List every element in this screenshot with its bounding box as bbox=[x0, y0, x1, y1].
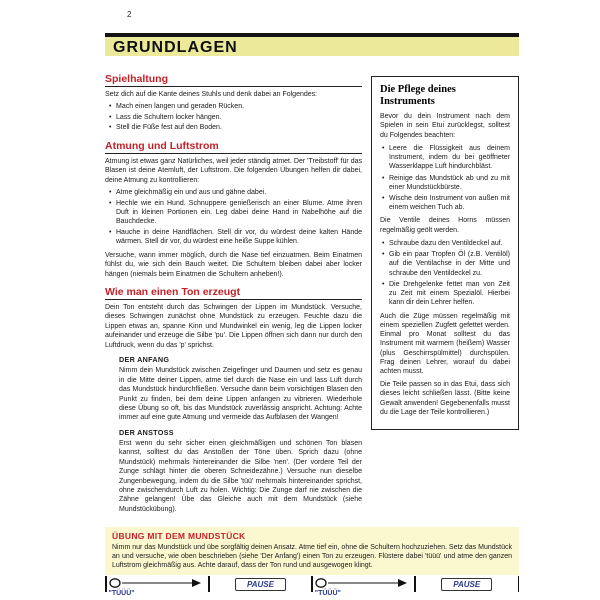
sidebar-intro: Bevor du dein Instrument nach dem Spielen in sein Etui zurücklegst, solltest du Folgendes beachten: bbox=[380, 113, 510, 139]
section-title-atmung: Atmung und Luftstrom bbox=[105, 140, 362, 154]
bullet-item: • Die Drehgelenke fettet man von Zeit zu Zeit mit einem Spezialöl. Hierbei kann dir dein Lehrer helfen. bbox=[389, 280, 510, 308]
atmung-intro: Atmung ist etwas ganz Natürliches, weil jeder ständig atmet. Der 'Treibstoff' für das Blasen ist deine Atemluft, der Luftstrom. Die folgenden Übungen helfen dir dabei, deine Atmung zu kontrollieren: bbox=[105, 157, 362, 184]
sidebar-slides-text: Auch die Züge müssen regelmäßig mit einem speziellen Zugfett gefettet werden. Einmal pro Monat solltest du das Instrument mit warmem (heißem) Wasser (plus Geschirrspülmittel) durchspülen. Frag deinen Lehrer, worauf du dabei achten musst. bbox=[380, 312, 510, 375]
chapter-title: GRUNDLAGEN bbox=[113, 39, 238, 56]
mouthpiece-exercise-notation bbox=[105, 574, 519, 600]
atmung-bullet-list bbox=[105, 188, 362, 247]
notation-measure-note-1 bbox=[107, 574, 209, 597]
care-sidebar-box bbox=[371, 76, 519, 430]
notation-measure-pause-1 bbox=[210, 574, 312, 591]
bullet-item: • Mach einen langen und geraden Rücken. bbox=[116, 102, 362, 111]
section-atmung bbox=[105, 140, 362, 279]
bullet-item: • Stell die Füße fest auf den Boden. bbox=[116, 123, 362, 132]
ton-intro: Dein Ton entsteht durch das Schwingen der Lippen im Mundstück. Versuche, dieses Schwingen zunächst ohne Mundstück zu erzeugen. Feuchte dazu die Lippen etwas an, spanne Kinn und Mundwinkel ein wenig, leg die Lippen locker aufeinander und erzeuge die Silbe 'pu'. Die Lippen öffnen sich dann nur durch den Luftdruck, wenn du das 'p' sprichst. bbox=[105, 304, 362, 349]
subheading-der-anstoss: DER ANSTOSS bbox=[119, 427, 174, 437]
whole-note-arrow-icon bbox=[313, 576, 409, 590]
der-anfang-text: Nimm dein Mundstück zwischen Zeigefinger und Daumen und setz es genau in die Mitte deiner Lippen, atme tief durch die Nase ein und lass Luft durch das Mundstück hindurchfließen. Versuche dann beim vorsichtigen Blasen den Punkt zu finden, bei dem deine Lippen anfangen zu vibrieren. Wiederhole diese Übung so oft, bis das Mundstück zuverlässig anspricht. Achtung: Achte immer auf eine gute Atmung und vermeide das Aufblasen der Wangen! bbox=[119, 367, 362, 422]
bullet-item: • Reinige das Mundstück ab und zu mit einer Mundstückbürste. bbox=[389, 174, 510, 192]
bullet-item: • Gib ein paar Tropfen Öl (z.B. Ventilöl) auf die Ventilachse in der Mitte und schraube den Ventildeckel zu. bbox=[389, 250, 510, 278]
whole-note-arrow-icon bbox=[107, 576, 203, 590]
bullet-item: • Wische dein Instrument von außen mit einem weichen Tuch ab. bbox=[389, 194, 510, 212]
section-title-tonerzeugung: Wie man einen Ton erzeugt bbox=[105, 286, 362, 300]
sidebar-bullet-list-2 bbox=[380, 239, 510, 308]
exercise-section bbox=[105, 527, 519, 575]
subheading-der-anfang: DER ANFANG bbox=[119, 355, 170, 365]
bullet-item: • Hechle wie ein Hund. Schnuppere genießerisch an einer Blume. Atme ihren Duft in kleinen Portionen ein. Leg dabei deine Hand in Nabelhöhe auf die Bauchdecke. bbox=[116, 199, 362, 227]
notation-measure-note-2 bbox=[313, 574, 415, 597]
spielhaltung-intro: Setz dich auf die Kante deines Stuhls und denk dabei an Folgendes: bbox=[105, 91, 318, 98]
section-title-spielhaltung: Spielhaltung bbox=[105, 73, 362, 87]
bullet-item: • Hauche in deine Handflächen. Stell dir vor, du würdest deine kalten Hände wärmen. Stell dir vor, du würdest eine heiße Suppe kühlen. bbox=[116, 228, 362, 247]
spielhaltung-bullet-list bbox=[105, 102, 362, 132]
barline-icon bbox=[518, 576, 520, 592]
bullet-item: • Leere die Flüssigkeit aus deinem Instrument, indem du bei geöffneter Wasserklappe Luft hindurchbläst. bbox=[389, 144, 510, 172]
bullet-item: • Atme gleichmäßig ein und aus und gähne dabei. bbox=[116, 188, 362, 197]
bullet-item: • Lass die Schultern locker hängen. bbox=[116, 113, 362, 122]
exercise-text: Nimm nur das Mundstück und übe sorgfältig deinen Ansatz. Atme tief ein, ohne die Schultern hochzuziehen. Setz das Mundstück an und versuche, wie oben beschrieben (siehe 'Der Anfang') einen Ton zu erzeugen. Flüstere dabei 'tüüü' und atme den ganzen Luftstrom gleichmäßig aus. Achte darauf, dass der Ton rund und ausgewogen klingt. bbox=[112, 544, 512, 570]
tuuu-label: "TÜÜÜ" bbox=[108, 590, 135, 597]
page-number: 2 bbox=[127, 10, 132, 19]
tuuu-label: "TÜÜÜ" bbox=[314, 590, 341, 597]
notation-measure-pause-2 bbox=[416, 574, 518, 591]
chapter-banner bbox=[105, 33, 519, 56]
sidebar-title: Die Pflege deines Instruments bbox=[380, 84, 456, 108]
sidebar-valves-text: Die Ventile deines Horns müssen regelmäßig geölt werden. bbox=[380, 217, 510, 234]
main-column bbox=[105, 66, 362, 517]
der-anstoss-text: Erst wenn du sehr sicher einen gleichmäßigen und schönen Ton blasen kannst, solltest du das Anstoßen der Töne üben. Sprich dazu (ohne Mundstück) mehrmals hintereinander die Silbe 'nen'. (Der vordere Teil der Zunge schlägt hinter die oberen Schneidezähne.) Versuche nun dieselbe Zungenbewegung, indem du die Silbe 'tüü' mehrmals hintereinander sprichst, ohne zwischendurch Luft zu holen. Wichtig: Die Zunge darf nie zwischen die Zähne gelangen! Übe das Gleiche auch mit dem Mundstück (siehe Mundstückübung). bbox=[119, 439, 362, 513]
section-spielhaltung bbox=[105, 73, 362, 133]
sidebar-bullet-list-1 bbox=[380, 144, 510, 213]
sidebar-case-text: Die Teile passen so in das Etui, dass sich dieses leicht schließen lässt. (Bitte keine Gewalt anwenden! Gegebenenfalls musst du die Lage der Teile kontrollieren.) bbox=[380, 381, 510, 416]
pause-label: PAUSE bbox=[235, 578, 286, 591]
exercise-title: ÜBUNG MIT DEM MUNDSTÜCK bbox=[112, 531, 246, 541]
bullet-item: • Schraube dazu den Ventildeckel auf. bbox=[389, 239, 510, 248]
atmung-outro: Versuche, wann immer möglich, durch die Nase tief einzuatmen. Beim Einatmen fühlst du, wie sich dein Bauch weitet. Die Schultern bleiben dabei aber locker hängen (niemals beim Einatmen die Schultern anheben!). bbox=[105, 251, 362, 278]
pause-label: PAUSE bbox=[441, 578, 492, 591]
section-tonerzeugung bbox=[105, 286, 362, 514]
content-columns bbox=[105, 66, 519, 517]
